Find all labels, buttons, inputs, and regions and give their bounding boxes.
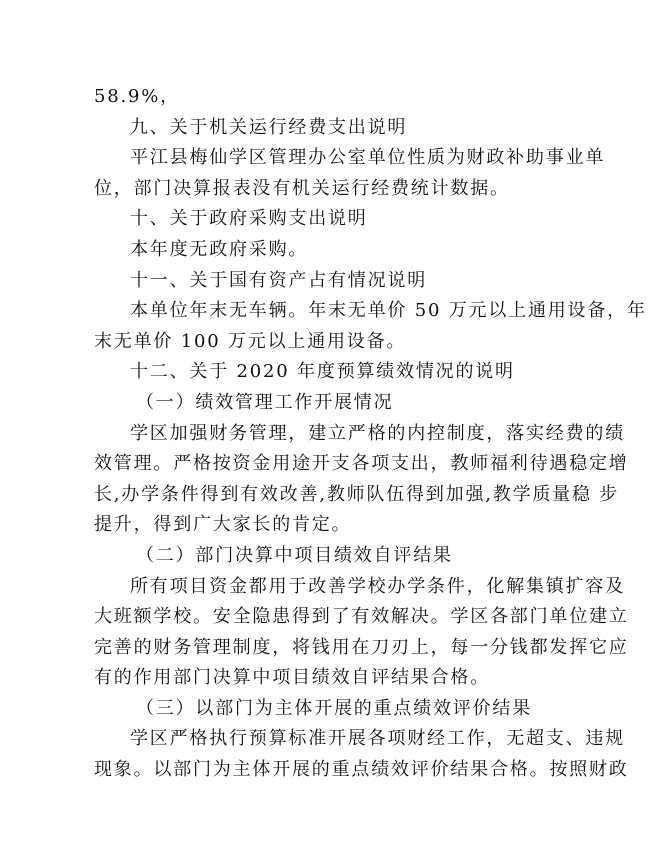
paragraph-line: 有的作用部门决算中项目绩效自评结果合格。 [94,667,490,689]
section-heading-12: 十二、关于 2020 年度预算绩效情况的说明 [130,361,515,383]
paragraph-line: 现象。以部门为主体开展的重点绩效评价结果合格。按照财政 [94,759,629,781]
subsection-heading-3: （三）以部门为主体开展的重点绩效评价结果 [136,697,532,719]
section-heading-11: 十一、关于国有资产占有情况说明 [130,269,427,291]
text-line: 58.9%， [94,86,180,107]
section-heading-9: 九、关于机关运行经费支出说明 [130,116,408,138]
document-body [94,82,647,786]
paragraph-line: 长,办学条件得到有效改善,教师队伍得到加强,教学质量稳 步 [94,483,620,505]
paragraph-line: 位，部门决算报表没有机关运行经费统计数据。 [94,177,510,199]
paragraph-line: 完善的财务管理制度，将钱用在刀刃上，每一分钱都发挥它应 [94,636,629,658]
paragraph-line: 所有项目资金都用于改善学校办学条件，化解集镇扩容及 [130,575,625,597]
subsection-heading-1: （一）绩效管理工作开展情况 [136,391,394,413]
subsection-heading-2: （二）部门决算中项目绩效自评结果 [136,544,453,566]
paragraph-line: 大班额学校。安全隐患得到了有效解决。学区各部门单位建立 [94,606,629,628]
paragraph-line: 平江县梅仙学区管理办公室单位性质为财政补助事业单 [130,147,606,169]
paragraph-line: 末无单价 100 万元以上通用设备。 [94,330,407,352]
paragraph-line: 学区加强财务管理，建立严格的内控制度，落实经费的绩 [130,422,625,444]
paragraph-line: 提升，得到广大家长的肯定。 [94,514,352,536]
paragraph-line: 本年度无政府采购。 [130,238,309,260]
paragraph-line: 效管理。严格按资金用途开支各项支出，教师福利待遇稳定增 [94,453,629,475]
paragraph-line: 本单位年末无车辆。年末无单价 50 万元以上通用设备，年 [130,300,647,322]
paragraph-line: 学区严格执行预算标准开展各项财经工作，无超支、违规 [130,728,625,750]
section-heading-10: 十、关于政府采购支出说明 [130,208,368,230]
